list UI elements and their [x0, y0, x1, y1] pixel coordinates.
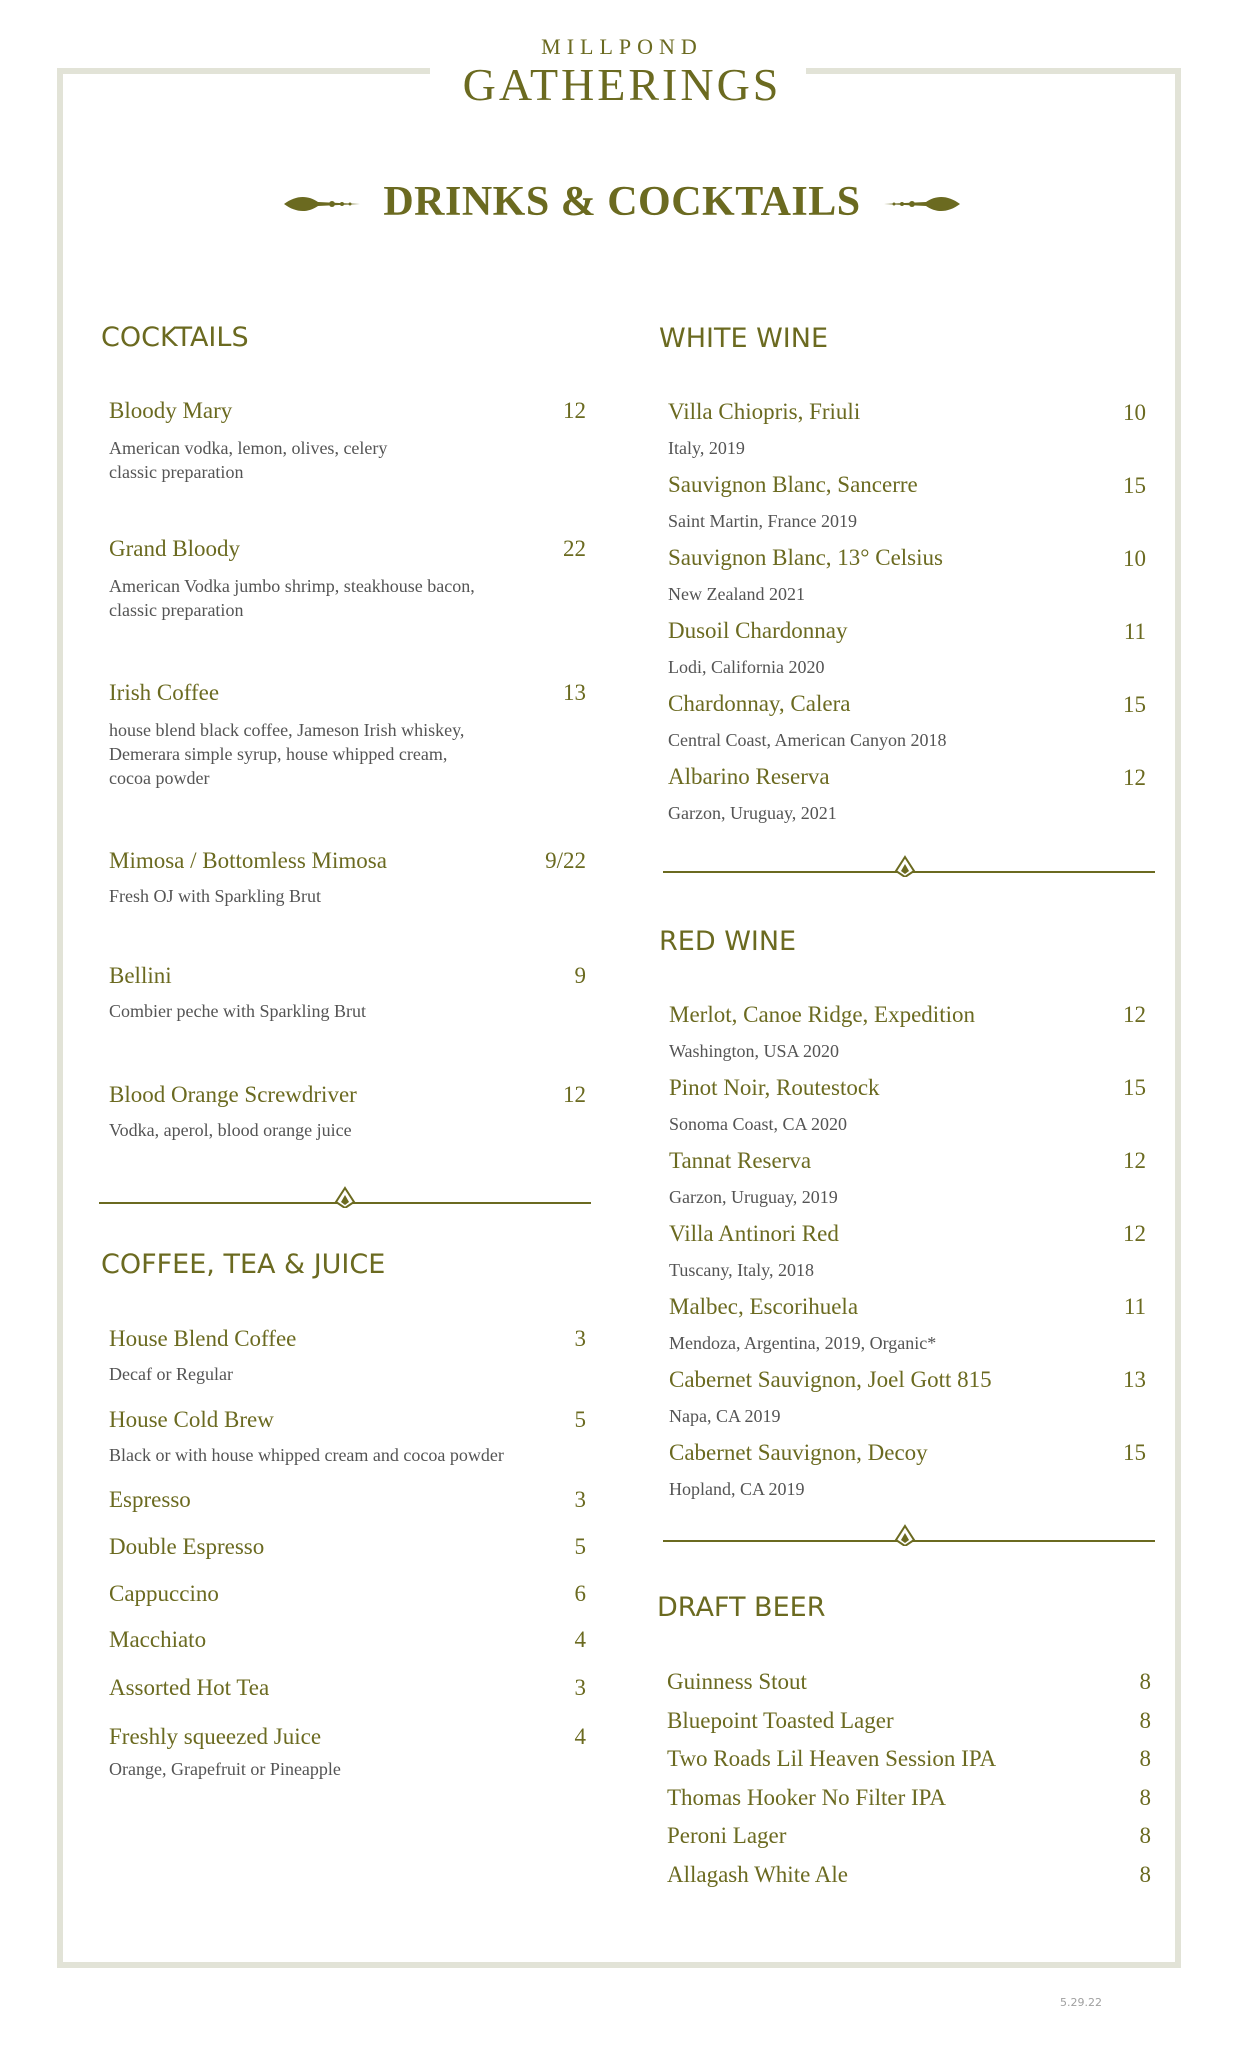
coffee-name: Espresso: [109, 1487, 191, 1512]
coffee-price: 5: [574, 1407, 586, 1432]
coffee-name: Assorted Hot Tea: [109, 1675, 270, 1700]
beer-name: Guinness Stout: [667, 1669, 807, 1694]
cocktail-price: 12: [563, 1082, 586, 1107]
coffee-heading: COFFEE, TEA & JUICE: [101, 1249, 386, 1280]
wine-name: Cabernet Sauvignon, Decoy: [669, 1440, 928, 1465]
coffee-price: 5: [574, 1534, 586, 1559]
wine-origin: Sonoma Coast, CA 2020: [669, 1114, 848, 1134]
coffee-name: Double Espresso: [109, 1534, 265, 1559]
print-date: 5.29.22: [1060, 1996, 1102, 2009]
coffee-name: Cappuccino: [109, 1581, 219, 1606]
desc-line: classic preparation: [109, 462, 244, 482]
cocktail-price: 12: [563, 398, 586, 423]
wine-name: Sauvignon Blanc, Sancerre: [668, 472, 918, 497]
logo: [0, 34, 1244, 108]
wine-price: 15: [1123, 1440, 1146, 1465]
coffee-desc: Decaf or Regular: [109, 1364, 233, 1384]
beer-price: 8: [1139, 1823, 1151, 1848]
beer-name: Allagash White Ale: [667, 1862, 848, 1887]
beer-name: Bluepoint Toasted Lager: [667, 1708, 894, 1733]
coffee-name: Freshly squeezed Juice: [109, 1724, 322, 1749]
white-wine-heading: WHITE WINE: [659, 323, 829, 354]
cocktail-price: 13: [563, 680, 586, 705]
wine-price: 11: [1123, 619, 1146, 644]
cocktail-desc: [109, 718, 464, 790]
cocktail-desc: [109, 1118, 352, 1142]
section-divider: [663, 1524, 1155, 1546]
wine-origin: Mendoza, Argentina, 2019, Organic*: [669, 1333, 937, 1353]
cocktail-desc: [109, 574, 475, 622]
wine-origin: Tuscany, Italy, 2018: [669, 1260, 814, 1280]
red-wine-heading: RED WINE: [659, 926, 797, 957]
wine-price: 12: [1123, 1002, 1146, 1027]
beer-name: Two Roads Lil Heaven Session IPA: [667, 1746, 997, 1771]
wine-price: 15: [1123, 692, 1146, 717]
section-divider: [663, 855, 1155, 877]
wine-origin: Hopland, CA 2019: [669, 1479, 805, 1499]
desc-line: Fresh OJ with Sparkling Brut: [109, 886, 322, 906]
wine-name: Malbec, Escorihuela: [669, 1294, 859, 1319]
wine-origin: Central Coast, American Canyon 2018: [668, 730, 947, 750]
wine-name: Sauvignon Blanc, 13° Celsius: [668, 545, 943, 570]
cocktail-desc: [109, 999, 366, 1023]
wine-origin: New Zealand 2021: [668, 584, 805, 604]
cocktail-name: Bloody Mary: [109, 398, 233, 423]
desc-line: house blend black coffee, Jameson Irish whiskey,: [109, 720, 465, 740]
coffee-desc: Black or with house whipped cream and cocoa powder: [109, 1445, 504, 1465]
coffee-price: 4: [574, 1724, 586, 1749]
wine-name: Villa Antinori Red: [669, 1221, 839, 1246]
beer-price: 8: [1139, 1785, 1151, 1810]
wine-name: Cabernet Sauvignon, Joel Gott 815: [669, 1367, 992, 1392]
beer-name: Peroni Lager: [667, 1823, 787, 1848]
section-divider: [99, 1186, 591, 1208]
coffee-desc: Orange, Grapefruit or Pineapple: [109, 1759, 341, 1779]
desc-line: American Vodka jumbo shrimp, steakhouse bacon,: [109, 576, 475, 596]
page-title: DRINKS & COCKTAILS: [383, 179, 861, 225]
wine-price: 11: [1123, 1294, 1146, 1319]
coffee-name: House Blend Coffee: [109, 1326, 297, 1351]
cocktail-name: Irish Coffee: [109, 680, 220, 705]
wine-price: 13: [1123, 1367, 1146, 1392]
cocktail-name: Blood Orange Screwdriver: [109, 1082, 357, 1107]
beer-price: 8: [1139, 1708, 1151, 1733]
desc-line: Combier peche with Sparkling Brut: [109, 1001, 366, 1021]
cocktail-price: 22: [563, 536, 586, 561]
cocktail-desc: [109, 884, 321, 908]
wine-name: Villa Chiopris, Friuli: [668, 399, 861, 424]
wine-price: 15: [1123, 1075, 1146, 1100]
cocktail-price: 9/22: [545, 848, 586, 873]
cocktail-price: 9: [574, 963, 586, 988]
wine-name: Chardonnay, Calera: [668, 691, 851, 716]
beer-price: 8: [1139, 1746, 1151, 1771]
wine-name: Merlot, Canoe Ridge, Expedition: [669, 1002, 975, 1027]
wine-origin: Italy, 2019: [668, 438, 745, 458]
wine-price: 10: [1123, 400, 1146, 425]
wine-price: 12: [1123, 1148, 1146, 1173]
wine-name: Albarino Reserva: [668, 764, 830, 789]
desc-line: American vodka, lemon, olives, celery: [109, 438, 388, 458]
wine-name: Pinot Noir, Routestock: [669, 1075, 880, 1100]
wine-price: 12: [1123, 1221, 1146, 1246]
wine-name: Tannat Reserva: [669, 1148, 812, 1173]
coffee-price: 4: [574, 1627, 586, 1652]
cocktail-name: Bellini: [109, 963, 172, 988]
desc-line: classic preparation: [109, 600, 244, 620]
coffee-name: Macchiato: [109, 1627, 207, 1652]
coffee-name: House Cold Brew: [109, 1407, 274, 1432]
wine-price: 10: [1123, 546, 1146, 571]
coffee-price: 6: [574, 1581, 586, 1606]
logo-small-text: MILLPOND: [541, 34, 703, 59]
wine-origin: Lodi, California 2020: [668, 657, 825, 677]
beer-price: 8: [1139, 1862, 1151, 1887]
cocktail-name: Mimosa / Bottomless Mimosa: [109, 848, 387, 873]
coffee-price: 3: [574, 1326, 586, 1351]
beer-price: 8: [1139, 1669, 1151, 1694]
wine-origin: Napa, CA 2019: [669, 1406, 781, 1426]
desc-line: Demerara simple syrup, house whipped cream,: [109, 744, 448, 764]
cocktail-desc: [109, 436, 387, 484]
coffee-price: 3: [574, 1487, 586, 1512]
desc-line: cocoa powder: [109, 768, 210, 788]
cocktail-name: Grand Bloody: [109, 536, 240, 561]
wine-origin: Saint Martin, France 2019: [668, 511, 857, 531]
wine-price: 15: [1123, 473, 1146, 498]
wine-origin: Garzon, Uruguay, 2021: [668, 803, 837, 823]
wine-price: 12: [1123, 765, 1146, 790]
draft-beer-heading: DRAFT BEER: [657, 1592, 826, 1623]
wine-origin: Washington, USA 2020: [669, 1041, 840, 1061]
wine-origin: Garzon, Uruguay, 2019: [669, 1187, 838, 1207]
wine-name: Dusoil Chardonnay: [668, 618, 848, 643]
flourish-right-icon: [884, 193, 960, 215]
logo-big-text: GATHERINGS: [462, 59, 782, 110]
desc-line: Vodka, aperol, blood orange juice: [109, 1120, 352, 1140]
cocktails-heading: COCKTAILS: [101, 322, 249, 353]
coffee-price: 3: [574, 1675, 586, 1700]
beer-name: Thomas Hooker No Filter IPA: [667, 1785, 946, 1810]
